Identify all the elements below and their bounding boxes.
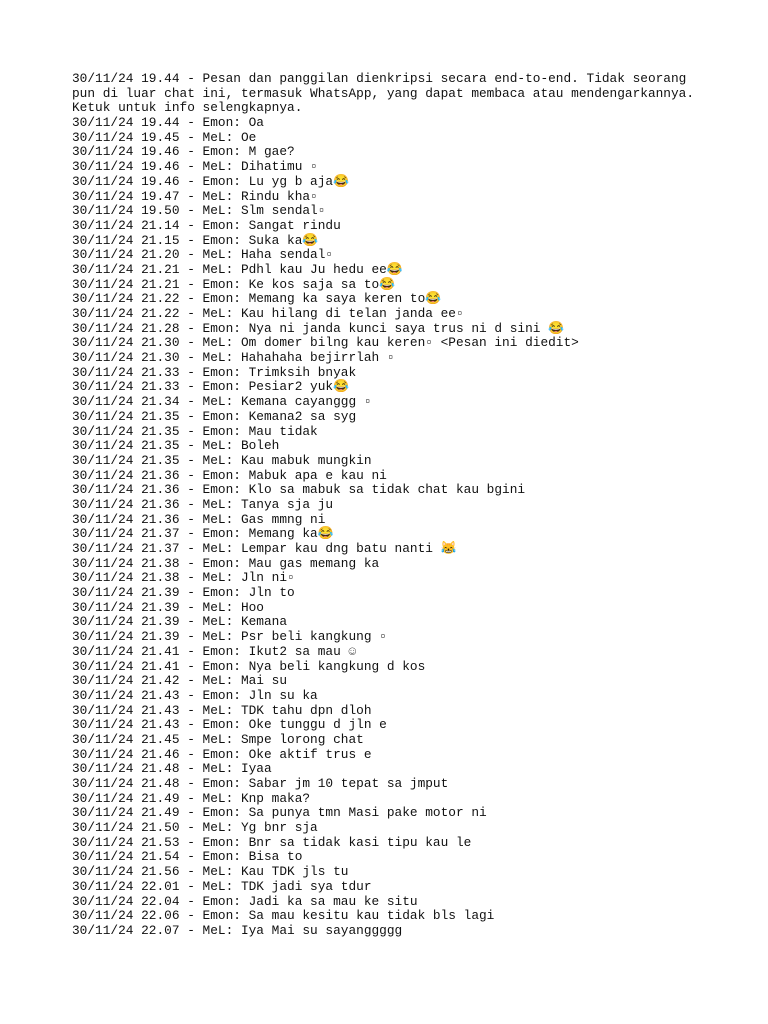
message-line: 30/11/24 19.45 - MeL: Oe [72, 129, 257, 145]
message-line: 30/11/24 21.39 - MeL: Kemana [72, 614, 288, 630]
message-line: 30/11/24 22.07 - MeL: Iya Mai su sayanggggg [72, 922, 403, 938]
message-line: 30/11/24 21.43 - Emon: Oke tunggu d jln e [72, 717, 387, 733]
message-line: 30/11/24 21.38 - Emon: Mau gas memang ka [72, 555, 380, 571]
message-line: 30/11/24 21.43 - MeL: TDK tahu dpn dloh [72, 702, 372, 718]
message-line: 30/11/24 21.39 - MeL: Hoo [72, 599, 264, 615]
message-line: 30/11/24 21.35 - MeL: Kau mabuk mungkin [72, 452, 372, 468]
intro-line: pun di luar chat ini, termasuk WhatsApp, yang dapat membaca atau mendengarkannya. [72, 85, 695, 101]
message-line: 30/11/24 21.30 - MeL: Om domer bilng kau keren▫ <Pesan ini diedit> [72, 335, 579, 351]
message-line: 30/11/24 19.47 - MeL: Rindu kha▫ [72, 188, 318, 204]
message-line: 30/11/24 19.46 - MeL: Dihatimu ▫ [72, 159, 318, 175]
message-line: 30/11/24 21.38 - MeL: Jln ni▫ [72, 570, 295, 586]
message-line: 30/11/24 21.39 - Emon: Jln to [72, 585, 295, 601]
message-line: 30/11/24 21.48 - Emon: Sabar jm 10 tepat sa jmput [72, 776, 449, 791]
message-line: 30/11/24 19.46 - Emon: Lu yg b aja😂 [72, 173, 350, 189]
message-line: 30/11/24 22.06 - Emon: Sa mau kesitu kau tidak bls lagi [72, 908, 495, 924]
intro-line: 30/11/24 19.44 - Pesan dan panggilan dienkripsi secara end-to-end. Tidak seorang [72, 71, 687, 86]
message-line: 30/11/24 21.35 - Emon: Kemana2 sa syg [72, 408, 357, 424]
message-line: 30/11/24 21.36 - Emon: Mabuk apa e kau ni [72, 467, 387, 483]
message-line: 30/11/24 21.45 - MeL: Smpe lorong chat [72, 731, 364, 747]
message-line: 30/11/24 21.37 - Emon: Memang ka😂 [72, 526, 334, 542]
message-line: 30/11/24 21.49 - MeL: Knp maka? [72, 790, 311, 806]
message-line: 30/11/24 21.54 - Emon: Bisa to [72, 849, 303, 865]
message-line: 30/11/24 21.56 - MeL: Kau TDK jls tu [72, 864, 349, 880]
message-line: 30/11/24 21.14 - Emon: Sangat rindu [72, 217, 341, 233]
message-line: 30/11/24 21.36 - MeL: Tanya sja ju [72, 496, 334, 512]
message-line: 30/11/24 21.28 - Emon: Nya ni janda kunci saya trus ni d sini 😂 [72, 320, 565, 336]
message-line: 30/11/24 22.04 - Emon: Jadi ka sa mau ke situ [72, 893, 418, 909]
message-line: 30/11/24 21.39 - MeL: Psr beli kangkung ▫ [72, 629, 387, 645]
message-line: 30/11/24 21.22 - MeL: Kau hilang di telan janda ee▫ [72, 306, 464, 321]
message-line: 30/11/24 21.50 - MeL: Yg bnr sja [72, 820, 318, 836]
intro-line: Ketuk untuk info selengkapnya. [72, 100, 303, 116]
message-line: 30/11/24 21.33 - Emon: Pesiar2 yuk😂 [72, 379, 350, 395]
message-line: 30/11/24 21.34 - MeL: Kemana cayanggg ▫ [72, 394, 372, 410]
message-line: 30/11/24 21.22 - Emon: Memang ka saya keren to😂 [72, 291, 442, 307]
message-line: 30/11/24 21.41 - Emon: Nya beli kangkung d kos [72, 658, 426, 674]
message-line: 30/11/24 21.49 - Emon: Sa punya tmn Masi pake motor ni [72, 805, 487, 821]
message-line: 30/11/24 21.20 - MeL: Haha sendal▫ [72, 247, 334, 263]
message-line: 30/11/24 21.21 - Emon: Ke kos saja sa to😂 [72, 276, 396, 292]
message-line: 30/11/24 21.43 - Emon: Jln su ka [72, 687, 318, 703]
message-line: 30/11/24 21.21 - MeL: Pdhl kau Ju hedu ee😂 [72, 261, 403, 277]
message-line: 30/11/24 19.44 - Emon: Oa [72, 115, 264, 131]
message-line: 30/11/24 21.37 - MeL: Lempar kau dng batu nanti 😹 [72, 541, 457, 556]
message-line: 30/11/24 21.30 - MeL: Hahahaha bejirrlah ▫ [72, 350, 395, 366]
message-line: 30/11/24 21.36 - MeL: Gas mmng ni [72, 511, 326, 527]
message-line: 30/11/24 21.35 - Emon: Mau tidak [72, 423, 318, 439]
message-line: 30/11/24 21.42 - MeL: Mai su [72, 673, 288, 689]
message-line: 30/11/24 21.53 - Emon: Bnr sa tidak kasi tipu kau le [72, 834, 472, 850]
message-line: 30/11/24 22.01 - MeL: TDK jadi sya tdur [72, 878, 372, 894]
message-line: 30/11/24 21.46 - Emon: Oke aktif trus e [72, 746, 372, 762]
message-line: 30/11/24 21.41 - Emon: Ikut2 sa mau ☺ [72, 643, 357, 659]
message-line: 30/11/24 19.46 - Emon: M gae? [72, 144, 295, 160]
message-line: 30/11/24 21.35 - MeL: Boleh [72, 438, 280, 454]
message-line: 30/11/24 19.50 - MeL: Slm sendal▫ [72, 203, 326, 219]
message-line: 30/11/24 21.15 - Emon: Suka ka😂 [72, 232, 319, 248]
message-line: 30/11/24 21.48 - MeL: Iyaa [72, 761, 272, 777]
chat-export-page [72, 72, 712, 939]
message-line: 30/11/24 21.36 - Emon: Klo sa mabuk sa tidak chat kau bgini [72, 482, 526, 498]
message-line: 30/11/24 21.33 - Emon: Trimksih bnyak [72, 364, 357, 380]
